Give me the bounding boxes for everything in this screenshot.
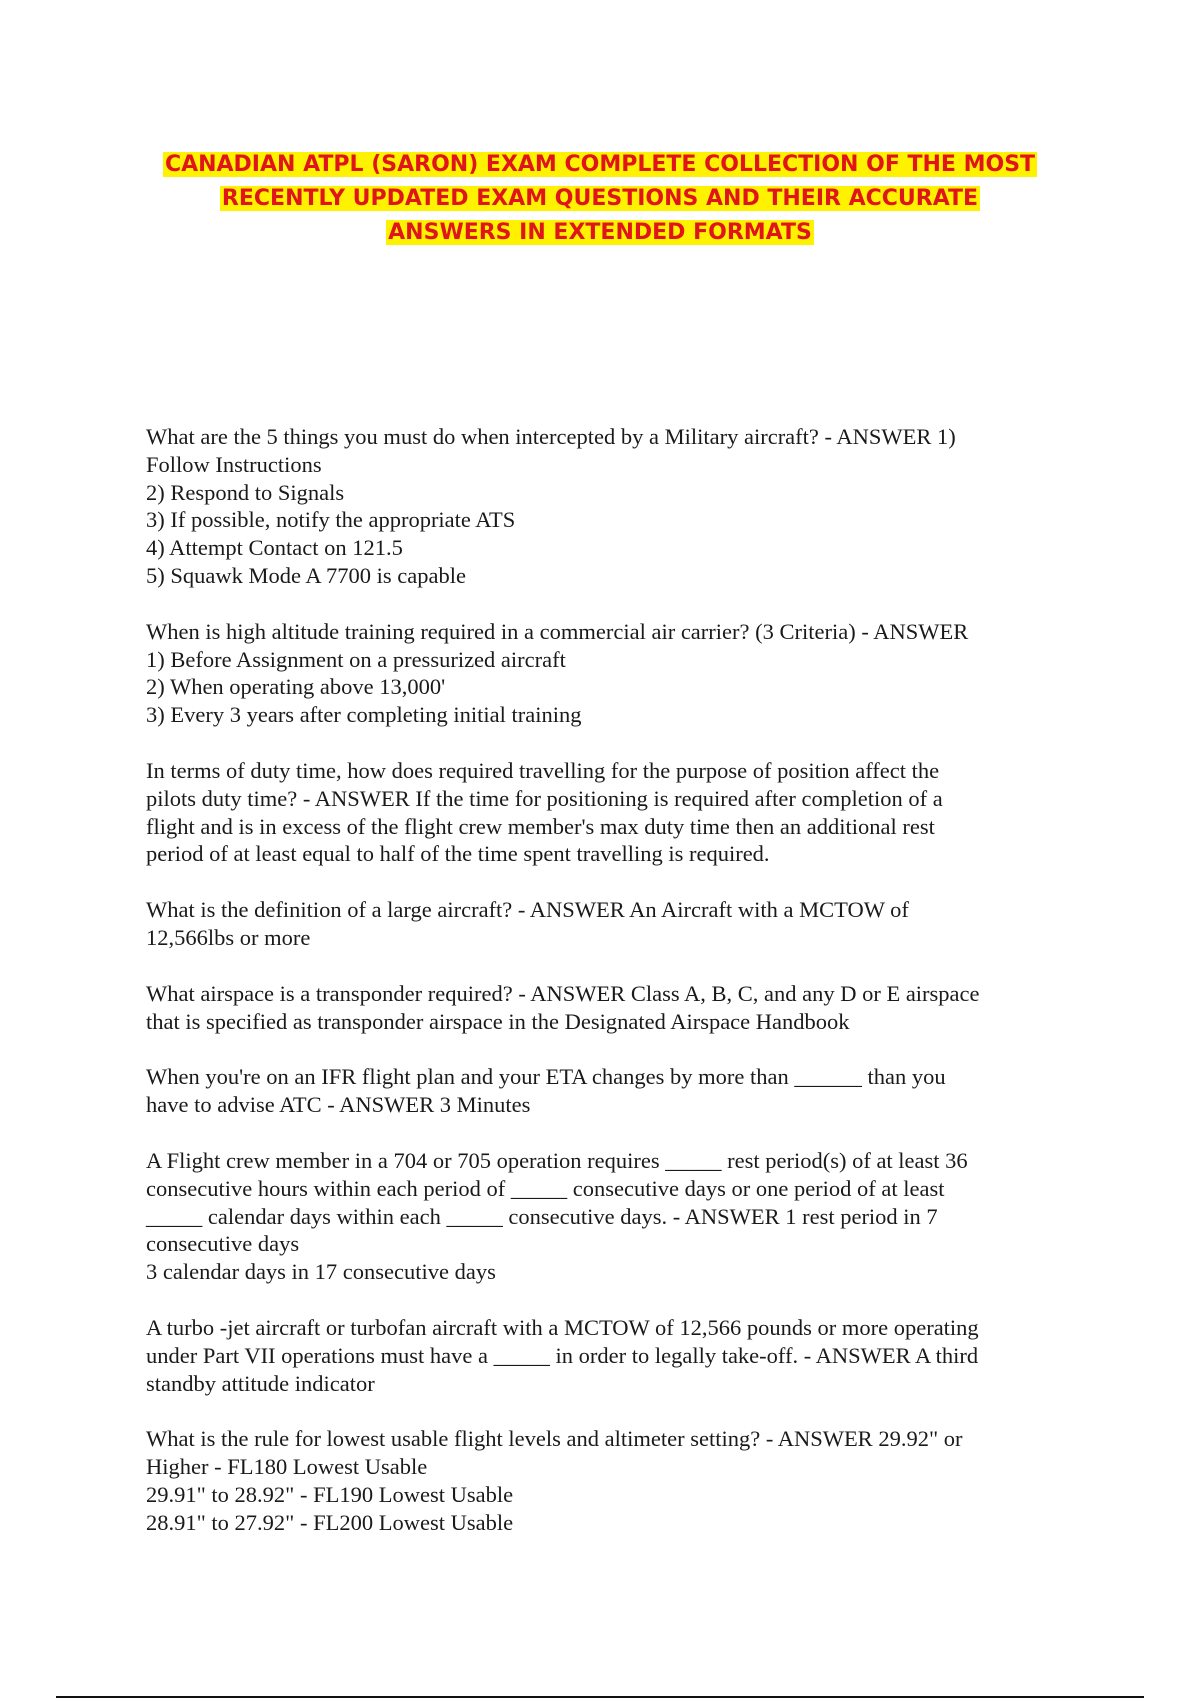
qa-item (146, 1425, 1071, 1536)
qa-item (146, 1147, 1071, 1286)
qa-line: that is specified as transponder airspace in the Designated Airspace Handbook (146, 1008, 850, 1034)
qa-line: flight and is in excess of the flight crew member's max duty time then an additional rest (146, 813, 935, 839)
qa-line: consecutive hours within each period of _____ consecutive days or one period of at least (146, 1175, 945, 1201)
qa-line: 5) Squawk Mode A 7700 is capable (146, 562, 466, 588)
qa-item (146, 980, 1071, 1036)
qa-line: When you're on an IFR flight plan and your ETA changes by more than ______ than you (146, 1064, 946, 1090)
qa-line: 1) Before Assignment on a pressurized aircraft (146, 646, 566, 672)
qa-line: 3 calendar days in 17 consecutive days (146, 1259, 496, 1285)
qa-line: Follow Instructions (146, 451, 322, 477)
qa-line: In terms of duty time, how does required travelling for the purpose of position affect the (146, 757, 940, 783)
qa-item (146, 618, 1071, 729)
qa-line: 2) When operating above 13,000' (146, 674, 446, 700)
qa-item (146, 896, 1071, 952)
qa-line: 12,566lbs or more (146, 924, 311, 950)
qa-line: pilots duty time? - ANSWER If the time for positioning is required after completion of a (146, 785, 943, 811)
qa-list (146, 423, 1071, 1565)
qa-item (146, 1314, 1071, 1397)
qa-line: consecutive days (146, 1231, 300, 1257)
qa-line: 2) Respond to Signals (146, 479, 345, 505)
qa-line: 28.91" to 27.92" - FL200 Lowest Usable (146, 1509, 514, 1535)
qa-line: period of at least equal to half of the time spent travelling is required. (146, 841, 770, 867)
qa-item (146, 757, 1071, 868)
qa-line: _____ calendar days within each _____ consecutive days. - ANSWER 1 rest period in 7 (146, 1203, 938, 1229)
qa-line: What is the definition of a large aircraft? - ANSWER An Aircraft with a MCTOW of (146, 897, 909, 923)
qa-line: A turbo -jet aircraft or turbofan aircraft with a MCTOW of 12,566 pounds or more operating (146, 1314, 979, 1340)
qa-line: Higher - FL180 Lowest Usable (146, 1454, 428, 1480)
qa-item (146, 1063, 1071, 1119)
document-title (100, 148, 1100, 250)
qa-line: under Part VII operations must have a _____ in order to legally take-off. - ANSWER A third (146, 1342, 979, 1368)
qa-line: What is the rule for lowest usable flight levels and altimeter setting? - ANSWER 29.92" or (146, 1426, 963, 1452)
qa-item (146, 423, 1071, 590)
qa-line: A Flight crew member in a 704 or 705 operation requires _____ rest period(s) of at least 36 (146, 1147, 968, 1173)
qa-line: 3) Every 3 years after completing initial training (146, 702, 582, 728)
title-line: CANADIAN ATPL (SARON) EXAM COMPLETE COLLECTION OF THE MOST (164, 152, 1036, 177)
qa-line: What are the 5 things you must do when intercepted by a Military aircraft? - ANSWER 1) (146, 424, 956, 449)
qa-line: When is high altitude training required in a commercial air carrier? (3 Criteria) - ANSWER (146, 618, 969, 644)
qa-line: What airspace is a transponder required? - ANSWER Class A, B, C, and any D or E airspace (146, 980, 980, 1006)
qa-line: standby attitude indicator (146, 1370, 375, 1396)
page-bottom-rule (56, 1696, 1144, 1698)
title-line: ANSWERS IN EXTENDED FORMATS (388, 220, 812, 245)
qa-line: 4) Attempt Contact on 121.5 (146, 535, 403, 561)
qa-line: 29.91" to 28.92" - FL190 Lowest Usable (146, 1481, 514, 1507)
title-line: RECENTLY UPDATED EXAM QUESTIONS AND THEIR ACCURATE (221, 186, 979, 211)
qa-line: 3) If possible, notify the appropriate ATS (146, 507, 516, 533)
qa-line: have to advise ATC - ANSWER 3 Minutes (146, 1092, 531, 1118)
